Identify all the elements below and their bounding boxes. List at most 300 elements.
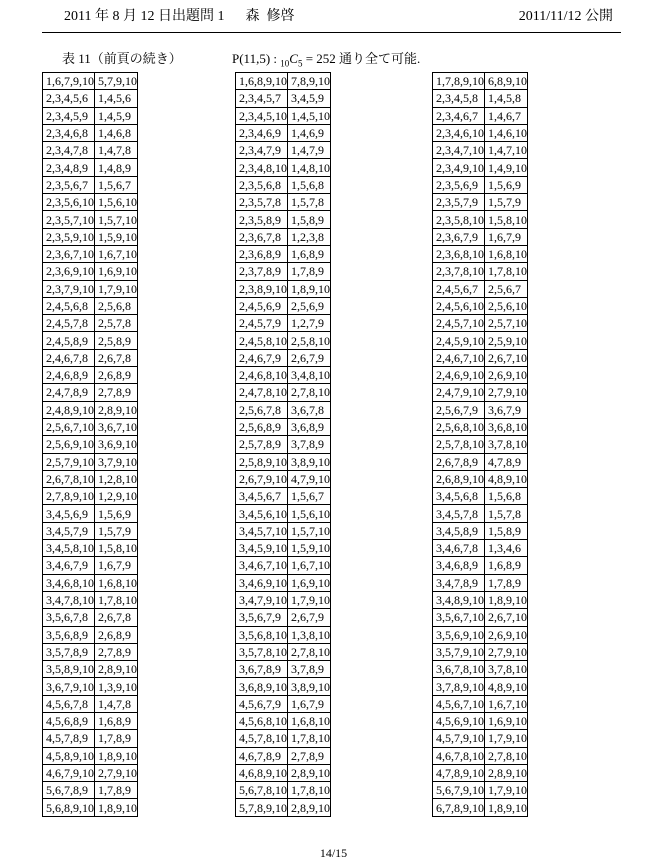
- combination-table-3: [432, 72, 528, 817]
- table-row: [43, 470, 138, 487]
- table-cell-set: 2,6,7,8,9: [433, 453, 485, 470]
- table-cell-set: 2,3,7,8,9: [236, 263, 288, 280]
- table-cell-subset: 1,8,9,10: [288, 280, 331, 297]
- table-row: [43, 211, 138, 228]
- table-cell-set: 2,3,4,7,9: [236, 142, 288, 159]
- table-cell-subset: 3,4,8,10: [288, 367, 331, 384]
- table-cell-set: 3,4,6,8,10: [43, 574, 95, 591]
- table-row: [236, 176, 331, 193]
- table-cell-subset: 1,8,9,10: [485, 591, 528, 608]
- table-row: [43, 488, 138, 505]
- table-row: [43, 643, 138, 660]
- table-row: [236, 401, 331, 418]
- table-cell-set: 5,6,7,8,9: [43, 782, 95, 799]
- table-cell-set: 2,3,5,7,9: [433, 194, 485, 211]
- table-cell-set: 4,5,6,8,9: [43, 712, 95, 729]
- formula-prefix: P(11,5) :: [232, 51, 281, 66]
- table-cell-set: 2,5,7,8,9: [236, 436, 288, 453]
- table-cell-set: 3,6,8,9,10: [236, 678, 288, 695]
- table-row: [43, 194, 138, 211]
- table-cell-set: 4,5,6,8,10: [236, 712, 288, 729]
- table-cell-subset: 1,3,9,10: [95, 678, 138, 695]
- table-cell-subset: 1,8,9,10: [95, 799, 138, 816]
- table-cell-set: 2,3,5,6,7: [43, 176, 95, 193]
- table-cell-subset: 2,7,8,9: [95, 384, 138, 401]
- table-cell-subset: 2,7,9,10: [485, 643, 528, 660]
- table-row: [43, 159, 138, 176]
- table-row: [236, 73, 331, 90]
- table-cell-subset: 1,4,5,10: [288, 107, 331, 124]
- formula-k: 5: [297, 58, 303, 69]
- table-cell-subset: 1,2,7,9: [288, 315, 331, 332]
- table-cell-set: 2,4,5,7,10: [433, 315, 485, 332]
- table-cell-subset: 2,5,6,9: [288, 297, 331, 314]
- table-row: [43, 695, 138, 712]
- table-row: [236, 194, 331, 211]
- table-row: [433, 453, 528, 470]
- table-cell-set: 2,3,5,7,8: [236, 194, 288, 211]
- table-row: [433, 367, 528, 384]
- table-cell-subset: 1,4,8,9: [95, 159, 138, 176]
- table-row: [236, 747, 331, 764]
- table-cell-set: 3,4,8,9,10: [433, 591, 485, 608]
- table-row: [236, 678, 331, 695]
- table-cell-subset: 1,5,8,9: [288, 211, 331, 228]
- table-row: [236, 782, 331, 799]
- page-number: 14/15: [319, 846, 348, 860]
- table-cell-subset: 3,7,8,10: [485, 661, 528, 678]
- table-cell-set: 3,4,5,8,9: [433, 522, 485, 539]
- table-cell-set: 2,3,7,9,10: [43, 280, 95, 297]
- table-cell-subset: 1,4,6,7: [485, 107, 528, 124]
- table-cell-subset: 1,5,9,10: [95, 228, 138, 245]
- table-row: [236, 280, 331, 297]
- table-cell-subset: 3,8,9,10: [288, 678, 331, 695]
- table-cell-subset: 2,5,6,8: [95, 297, 138, 314]
- table-row: [433, 764, 528, 781]
- table-row: [236, 107, 331, 124]
- table-row: [236, 297, 331, 314]
- table-cell-subset: 1,6,8,9: [485, 557, 528, 574]
- table-cell-subset: 2,7,8,10: [288, 384, 331, 401]
- table-cell-set: 3,4,6,7,8: [433, 540, 485, 557]
- table-row: [43, 505, 138, 522]
- table-row: [236, 159, 331, 176]
- table-cell-subset: 1,5,7,8: [288, 194, 331, 211]
- table-cell-set: 2,3,4,5,9: [43, 107, 95, 124]
- table-cell-subset: 3,6,7,8: [288, 401, 331, 418]
- table-cell-subset: 1,6,8,9: [95, 712, 138, 729]
- table-cell-set: 4,5,6,7,8: [43, 695, 95, 712]
- table-row: [43, 609, 138, 626]
- table-cell-set: 3,4,5,7,9: [43, 522, 95, 539]
- table-cell-set: 2,3,5,6,8: [236, 176, 288, 193]
- formula: [232, 48, 420, 69]
- table-cell-set: 2,3,4,5,6: [43, 90, 95, 107]
- table-row: [433, 609, 528, 626]
- table-cell-subset: 2,5,9,10: [485, 332, 528, 349]
- table-row: [43, 367, 138, 384]
- table-row: [236, 211, 331, 228]
- table-cell-set: 2,5,6,7,8: [236, 401, 288, 418]
- table-cell-subset: 2,8,9,10: [95, 661, 138, 678]
- table-cell-subset: 1,7,9,10: [288, 591, 331, 608]
- table-row: [236, 522, 331, 539]
- table-row: [236, 643, 331, 660]
- table-cell-set: 1,6,8,9,10: [236, 73, 288, 90]
- table-cell-subset: 1,4,5,8: [485, 90, 528, 107]
- table-cell-subset: 2,6,8,9: [95, 626, 138, 643]
- table-row: [43, 90, 138, 107]
- table-cell-subset: 3,7,9,10: [95, 453, 138, 470]
- table-cell-subset: 2,6,7,9: [288, 609, 331, 626]
- table-cell-set: 2,3,5,6,10: [43, 194, 95, 211]
- table-cell-set: 3,5,6,8,9: [43, 626, 95, 643]
- table-row: [43, 107, 138, 124]
- table-cell-subset: 1,5,7,8: [485, 505, 528, 522]
- table-row: [236, 626, 331, 643]
- table-row: [43, 176, 138, 193]
- table-cell-subset: 1,5,6,7: [95, 176, 138, 193]
- table-row: [236, 245, 331, 262]
- table-cell-set: 2,3,6,7,8: [236, 228, 288, 245]
- table-cell-set: 3,4,6,8,9: [433, 557, 485, 574]
- table-cell-subset: 3,6,8,9: [288, 418, 331, 435]
- formula-n: 10: [280, 58, 290, 69]
- table-row: [433, 401, 528, 418]
- table-row: [43, 401, 138, 418]
- table-cell-subset: 2,7,8,10: [485, 747, 528, 764]
- table-cell-subset: 2,7,8,10: [288, 643, 331, 660]
- table-cell-set: 2,4,7,9,10: [433, 384, 485, 401]
- table-cell-set: 2,3,4,8,10: [236, 159, 288, 176]
- table-cell-set: 2,4,7,8,9: [43, 384, 95, 401]
- table-row: [43, 712, 138, 729]
- table-cell-subset: 2,6,7,10: [485, 349, 528, 366]
- table-row: [43, 747, 138, 764]
- table-cell-subset: 1,8,9,10: [485, 799, 528, 816]
- table-cell-set: 1,6,7,9,10: [43, 73, 95, 90]
- table-cell-subset: 2,7,8,9: [288, 747, 331, 764]
- table-cell-set: 2,3,5,8,9: [236, 211, 288, 228]
- header-date: 2011/11/12 公開: [518, 9, 613, 24]
- table-cell-set: 3,4,6,7,10: [236, 557, 288, 574]
- table-row: [236, 661, 331, 678]
- table-cell-set: 2,4,6,8,9: [43, 367, 95, 384]
- table-row: [433, 73, 528, 90]
- table-row: [433, 661, 528, 678]
- table-cell-set: 2,3,6,7,9: [433, 228, 485, 245]
- table-row: [433, 678, 528, 695]
- table-cell-set: 2,3,4,6,8: [43, 124, 95, 141]
- table-cell-subset: 3,6,7,10: [95, 418, 138, 435]
- table-cell-subset: 1,7,9,10: [485, 782, 528, 799]
- table-cell-set: 2,3,6,9,10: [43, 263, 95, 280]
- table-cell-subset: 3,6,9,10: [95, 436, 138, 453]
- table-cell-subset: 1,4,6,10: [485, 124, 528, 141]
- table-cell-subset: 1,5,6,10: [95, 194, 138, 211]
- table-cell-subset: 2,8,9,10: [288, 799, 331, 816]
- table-cell-set: 3,4,5,6,9: [43, 505, 95, 522]
- table-cell-set: 3,4,5,9,10: [236, 540, 288, 557]
- table-cell-set: 4,5,8,9,10: [43, 747, 95, 764]
- table-cell-subset: 2,6,9,10: [485, 367, 528, 384]
- table-cell-set: 2,3,4,8,9: [43, 159, 95, 176]
- table-cell-subset: 3,4,5,9: [288, 90, 331, 107]
- table-cell-subset: 1,7,9,10: [485, 730, 528, 747]
- table-cell-subset: 1,6,7,10: [95, 245, 138, 262]
- table-cell-set: 5,7,8,9,10: [236, 799, 288, 816]
- table-row: [43, 626, 138, 643]
- table-row: [433, 263, 528, 280]
- table-cell-set: 2,4,8,9,10: [43, 401, 95, 418]
- table-row: [43, 436, 138, 453]
- table-cell-set: 2,5,6,8,9: [236, 418, 288, 435]
- table-cell-subset: 2,6,7,8: [95, 349, 138, 366]
- table-cell-subset: 1,5,7,10: [288, 522, 331, 539]
- table-row: [43, 453, 138, 470]
- table-cell-subset: 1,5,8,9: [485, 522, 528, 539]
- table-cell-set: 2,4,7,8,10: [236, 384, 288, 401]
- table-cell-set: 1,7,8,9,10: [433, 73, 485, 90]
- table-cell-set: 2,4,5,6,8: [43, 297, 95, 314]
- table-cell-subset: 2,8,9,10: [288, 764, 331, 781]
- table-cell-subset: 3,7,8,9: [288, 661, 331, 678]
- table-row: [236, 540, 331, 557]
- table-row: [433, 470, 528, 487]
- formula-suffix: = 252 通り全て可能.: [302, 51, 421, 66]
- table-cell-subset: 4,7,9,10: [288, 470, 331, 487]
- table-cell-set: 2,6,8,9,10: [433, 470, 485, 487]
- table-row: [43, 782, 138, 799]
- table-cell-subset: 1,5,6,9: [95, 505, 138, 522]
- table-row: [236, 384, 331, 401]
- table-cell-subset: 1,5,8,10: [485, 211, 528, 228]
- table-row: [43, 557, 138, 574]
- table-cell-set: 3,4,5,6,7: [236, 488, 288, 505]
- table-cell-set: 3,6,7,8,9: [236, 661, 288, 678]
- table-cell-set: 2,5,6,7,9: [433, 401, 485, 418]
- table-cell-subset: 1,7,8,10: [288, 730, 331, 747]
- table-cell-subset: 2,6,9,10: [485, 626, 528, 643]
- table-cell-subset: 1,6,7,10: [288, 557, 331, 574]
- table-row: [43, 280, 138, 297]
- table-row: [433, 159, 528, 176]
- table-cell-subset: 2,6,7,8: [95, 609, 138, 626]
- table-cell-subset: 4,8,9,10: [485, 678, 528, 695]
- table-row: [43, 73, 138, 90]
- table-cell-subset: 2,7,9,10: [95, 764, 138, 781]
- table-cell-set: 3,4,5,7,10: [236, 522, 288, 539]
- table-cell-subset: 7,8,9,10: [288, 73, 331, 90]
- table-cell-set: 2,4,6,7,9: [236, 349, 288, 366]
- table-row: [236, 730, 331, 747]
- table-cell-subset: 1,4,8,10: [288, 159, 331, 176]
- table-cell-set: 3,6,7,9,10: [43, 678, 95, 695]
- table-cell-subset: 2,8,9,10: [485, 764, 528, 781]
- table-cell-set: 2,5,6,7,10: [43, 418, 95, 435]
- table-row: [433, 782, 528, 799]
- table-cell-set: 2,5,8,9,10: [236, 453, 288, 470]
- table-cell-subset: 2,5,6,7: [485, 280, 528, 297]
- table-row: [236, 349, 331, 366]
- table-row: [433, 626, 528, 643]
- table-row: [43, 522, 138, 539]
- table-cell-subset: 1,6,7,10: [485, 695, 528, 712]
- table-cell-subset: 2,8,9,10: [95, 401, 138, 418]
- table-row: [433, 643, 528, 660]
- table-row: [433, 297, 528, 314]
- formula-c: C: [289, 51, 298, 66]
- table-row: [236, 228, 331, 245]
- table-row: [433, 124, 528, 141]
- table-cell-subset: 1,4,5,6: [95, 90, 138, 107]
- table-row: [236, 557, 331, 574]
- table-row: [433, 540, 528, 557]
- table-cell-set: 2,7,8,9,10: [43, 488, 95, 505]
- table-cell-set: 2,3,4,5,8: [433, 90, 485, 107]
- table-cell-subset: 1,6,8,10: [95, 574, 138, 591]
- table-row: [433, 591, 528, 608]
- table-cell-set: 2,3,5,8,10: [433, 211, 485, 228]
- table-cell-set: 5,6,8,9,10: [43, 799, 95, 816]
- table-cell-subset: 1,2,3,8: [288, 228, 331, 245]
- table-cell-set: 2,3,4,5,10: [236, 107, 288, 124]
- table-cell-set: 3,5,7,8,10: [236, 643, 288, 660]
- table-row: [236, 470, 331, 487]
- table-cell-set: 3,5,6,9,10: [433, 626, 485, 643]
- table-cell-set: 4,5,7,8,10: [236, 730, 288, 747]
- table-row: [433, 332, 528, 349]
- table-cell-set: 2,4,6,9,10: [433, 367, 485, 384]
- table-row: [433, 245, 528, 262]
- table-cell-subset: 1,4,5,9: [95, 107, 138, 124]
- table-cell-set: 3,4,7,8,9: [433, 574, 485, 591]
- table-cell-set: 2,3,4,7,8: [43, 142, 95, 159]
- table-cell-set: 2,6,7,9,10: [236, 470, 288, 487]
- table-row: [236, 488, 331, 505]
- table-caption: 表 11（前頁の続き）: [62, 51, 182, 66]
- table-row: [433, 418, 528, 435]
- table-cell-set: 4,5,7,8,9: [43, 730, 95, 747]
- table-row: [43, 349, 138, 366]
- table-cell-set: 2,3,4,5,7: [236, 90, 288, 107]
- table-row: [43, 591, 138, 608]
- header-title: 2011 年 8 月 12 日出題問 1 森 修啓: [64, 9, 295, 24]
- table-row: [433, 280, 528, 297]
- table-row: [236, 315, 331, 332]
- table-row: [433, 384, 528, 401]
- table-cell-subset: 1,3,4,6: [485, 540, 528, 557]
- table-cell-set: 4,6,7,9,10: [43, 764, 95, 781]
- table-row: [43, 799, 138, 816]
- table-row: [236, 712, 331, 729]
- table-cell-subset: 2,6,8,9: [95, 367, 138, 384]
- table-row: [433, 211, 528, 228]
- table-row: [433, 695, 528, 712]
- table-cell-subset: 1,6,7,9: [288, 695, 331, 712]
- table-cell-set: 3,4,7,8,10: [43, 591, 95, 608]
- table-row: [433, 747, 528, 764]
- table-cell-set: 4,5,7,9,10: [433, 730, 485, 747]
- table-row: [433, 349, 528, 366]
- table-row: [43, 764, 138, 781]
- table-row: [433, 142, 528, 159]
- table-row: [236, 764, 331, 781]
- table-cell-subset: 1,4,7,9: [288, 142, 331, 159]
- table-cell-set: 3,4,5,6,10: [236, 505, 288, 522]
- table-cell-subset: 2,6,7,9: [288, 349, 331, 366]
- table-row: [433, 315, 528, 332]
- table-cell-set: 3,6,7,8,10: [433, 661, 485, 678]
- table-cell-set: 4,5,6,9,10: [433, 712, 485, 729]
- table-cell-subset: 1,6,9,10: [485, 712, 528, 729]
- table-cell-subset: 1,5,9,10: [288, 540, 331, 557]
- table-cell-set: 3,4,6,7,9: [43, 557, 95, 574]
- table-row: [236, 574, 331, 591]
- table-row: [433, 436, 528, 453]
- table-cell-subset: 2,5,7,10: [485, 315, 528, 332]
- table-row: [43, 332, 138, 349]
- combination-table-2: [235, 72, 331, 817]
- table-cell-set: 2,3,7,8,10: [433, 263, 485, 280]
- table-row: [43, 661, 138, 678]
- table-cell-subset: 1,8,9,10: [95, 747, 138, 764]
- table-cell-subset: 5,7,9,10: [95, 73, 138, 90]
- table-cell-subset: 2,5,8,10: [288, 332, 331, 349]
- table-cell-subset: 1,6,9,10: [95, 263, 138, 280]
- table-cell-subset: 1,4,7,10: [485, 142, 528, 159]
- table-cell-set: 2,4,5,8,9: [43, 332, 95, 349]
- table-cell-set: 2,3,4,9,10: [433, 159, 485, 176]
- table-cell-set: 2,3,4,6,9: [236, 124, 288, 141]
- table-cell-subset: 1,5,6,7: [288, 488, 331, 505]
- table-cell-set: 2,5,6,9,10: [43, 436, 95, 453]
- table-cell-set: 2,4,6,7,8: [43, 349, 95, 366]
- table-cell-set: 3,4,5,8,10: [43, 540, 95, 557]
- table-cell-set: 2,4,5,8,10: [236, 332, 288, 349]
- table-cell-set: 2,3,5,9,10: [43, 228, 95, 245]
- table-cell-subset: 1,6,9,10: [288, 574, 331, 591]
- table-cell-subset: 2,5,6,10: [485, 297, 528, 314]
- table-cell-subset: 1,6,7,9: [95, 557, 138, 574]
- table-cell-subset: 1,6,8,10: [485, 245, 528, 262]
- table-row: [43, 245, 138, 262]
- table-row: [433, 557, 528, 574]
- table-cell-set: 2,3,4,7,10: [433, 142, 485, 159]
- table-row: [433, 505, 528, 522]
- table-row: [236, 453, 331, 470]
- table-cell-set: 2,4,5,7,9: [236, 315, 288, 332]
- table-cell-subset: 1,7,8,9: [288, 263, 331, 280]
- table-cell-set: 2,3,4,6,10: [433, 124, 485, 141]
- table-cell-set: 3,5,6,7,9: [236, 609, 288, 626]
- table-cell-set: 2,6,7,8,10: [43, 470, 95, 487]
- table-cell-subset: 3,6,8,10: [485, 418, 528, 435]
- table-cell-subset: 1,5,7,9: [485, 194, 528, 211]
- table-cell-subset: 3,8,9,10: [288, 453, 331, 470]
- table-cell-subset: 1,5,6,9: [485, 176, 528, 193]
- table-cell-subset: 1,2,9,10: [95, 488, 138, 505]
- table-cell-set: 3,4,5,6,8: [433, 488, 485, 505]
- table-row: [236, 436, 331, 453]
- table-row: [236, 418, 331, 435]
- table-cell-subset: 1,5,7,9: [95, 522, 138, 539]
- table-row: [236, 142, 331, 159]
- table-cell-subset: 1,7,8,10: [95, 591, 138, 608]
- table-cell-subset: 1,7,8,10: [288, 782, 331, 799]
- table-cell-subset: 1,4,7,8: [95, 695, 138, 712]
